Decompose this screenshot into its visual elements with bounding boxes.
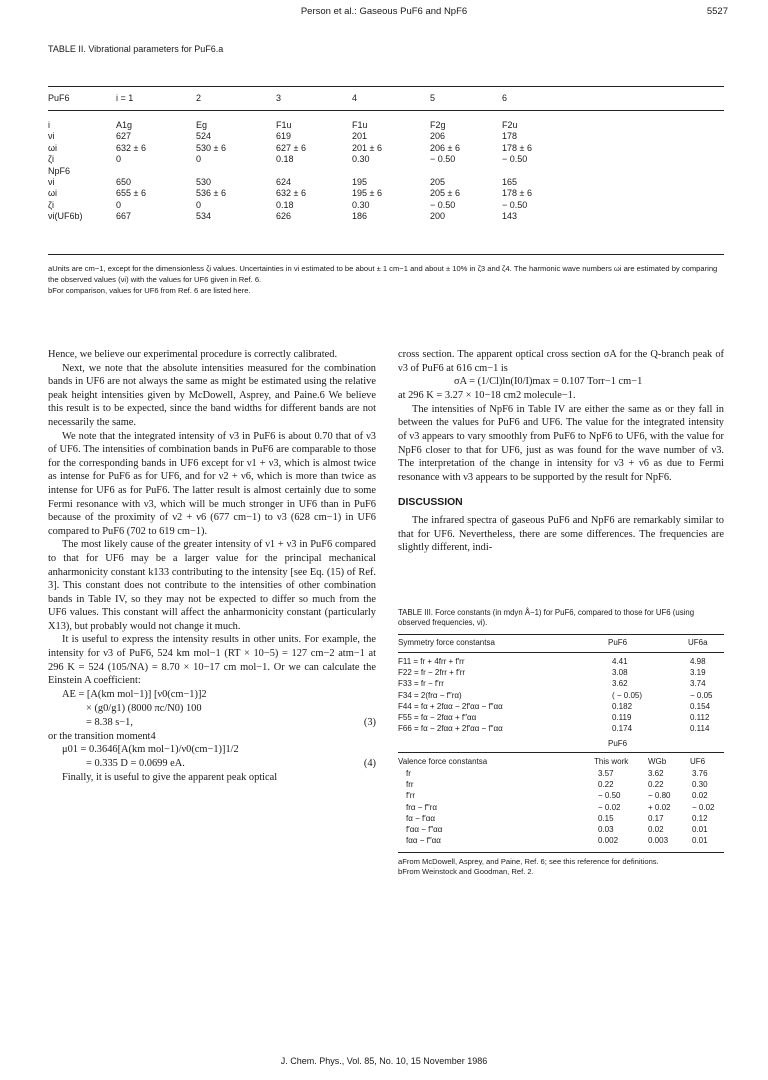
right-column [398,348,724,555]
table2-header-cell: PuF6 [48,93,70,103]
equation-text: σA = (1/Cl)ln(I0/I)max = 0.107 Torr−1 cm−1 [454,376,643,388]
table2-header-cell: 2 [196,93,202,103]
table2-cell: F2u [502,120,518,130]
paragraph: The most likely cause of the greater intensity of ν1 + ν3 in PuF6 compared to that for UF6 may be a larger value for the principal mechanical anharmonicity constant k133 contributing to the intensity [see Eq. (15) of Ref. 3]. This constant does not contribute to the intensities of other combination bands in Table IV, so they may not be expected to differ so much from the UF6 values. This constant will affect the anharmonicity constant (particularly X13), but probably would not change it much. [48,539,376,632]
table3-cell: − 0.05 [690,690,713,700]
table2-footnote-b: bFor comparison, values for UF6 from Ref. 6 are listed here. [48,286,251,296]
table3-cell: F22 = fr − 2frr + f′rr [398,668,466,678]
table3-bottom-rule [398,852,724,853]
table2-cell: νi [48,131,55,142]
table2-cell: 165 [502,176,518,187]
table3-cell: − 0.50 [598,791,621,801]
equation-einstein-a-line1 [48,688,376,702]
journal-footer: J. Chem. Phys., Vol. 85, No. 10, 15 November 1986 [280,1056,488,1066]
table3-symmetry-row [398,712,724,723]
table2-row [48,166,724,177]
table2-cell: − 0.50 [502,199,528,210]
table2-cell: F2g [430,120,446,130]
table3-cell: − 0.02 [598,802,621,812]
table3-cell: 0.182 [612,701,633,711]
table3-footnote-b: bFrom Weinstock and Goodman, Ref. 2. [398,867,534,877]
table3-pu-label: PuF6 [608,739,628,748]
table2-row [48,200,724,211]
table3-symmetry-body [398,656,724,734]
table3-cell: 0.01 [692,836,708,846]
table3-header-cell: Symmetry force constantsa [398,638,495,647]
table2-cell: NpF6 [48,165,71,176]
equation-text: μ01 = 0.3646[A(km mol−1)/ν0(cm−1)]1/2 [62,744,239,756]
table3-cell: 3.57 [598,769,614,778]
table2-header-cell: 3 [276,93,282,103]
table2-cell: 206 ± 6 [430,142,460,153]
paragraph: Finally, it is useful to give the apparent peak optical [62,772,278,784]
paragraph: We note that the integrated intensity of ν3 in PuF6 is about 0.70 that of ν3 of UF6. The intensities of combination bands in PuF6 are comparable to those for the corresponding bands in UF6 except for ν1 + ν3, which is almost twice as intense for PuF6 as for UF6, and for ν2 + ν6, which is more than twice as intense for UF6 as for PuF6. The latter result is almost certainly due to some Fermi resonance with ν3, which will be much stronger in UF6 than in PuF6 because of the proximity of ν2 + ν6 (677 cm−1) to ν3 (628 cm−1) in UF6 compared to PuF6 (702 to 619 cm−1). [48,430,376,537]
table2-cell: 178 ± 6 [502,142,532,153]
equation-text: = 8.38 s−1, [86,716,133,728]
equation-number: (4) [363,758,376,770]
paragraph: Next, we note that the absolute intensities measured for the combination bands in UF6 are not always the same as might be estimated using the relative peak height intensities given by McDowell, Asprey, and Paine.6 We believe this result is to be expected, since the band widths for different bands are not necessarily the same. [48,362,376,428]
table2-cell: 524 [196,131,212,142]
table2-cell: i [48,120,50,130]
table2-cell: 0 [116,199,122,210]
table3-cell: F55 = fα − 2fαα + f″αα [398,712,477,722]
table2-row [48,120,724,131]
table3-cell: f′rr [406,791,416,801]
table2-cell: Eg [196,120,208,130]
table2-row [48,143,724,154]
table3-cell: 0.17 [648,813,664,823]
table2-cell: 205 ± 6 [430,188,460,199]
table3-cell: 0.22 [598,780,614,790]
table3-footnotes [398,857,724,878]
table2-cell: 655 ± 6 [116,188,146,199]
table2-cell: 195 ± 6 [352,188,382,199]
table2-row [48,177,724,188]
table2-cell: 0 [196,199,202,210]
table2-row [48,131,724,142]
table2-row [48,211,724,222]
table2-cell: ζi [48,154,54,165]
table2-bottom-rule [48,254,724,255]
table3-cell: fα − f′αα [406,813,435,823]
table2-cell: 186 [352,211,368,222]
table2-header-cell: i = 1 [116,93,134,103]
table3-cell: frr [406,780,414,790]
table3-cell: 0.02 [648,824,664,834]
table2-caption: TABLE II. Vibrational parameters for PuF6.a [48,44,224,54]
equation-text: = 0.335 D = 0.0699 eA. [86,758,185,770]
table2-cell: νi [48,176,55,187]
table3-top-rule [398,634,724,635]
table3-cell: 0.119 [612,712,632,722]
table2-top-rule [48,86,724,87]
table3-cell: 0.174 [612,724,633,734]
table3-valence-row [398,779,724,790]
table3-cell: 0.154 [690,701,711,711]
table2-header-cell: 6 [502,93,508,103]
table3-symmetry-row [398,690,724,701]
table3-symmetry-row [398,656,724,667]
table3-valence-body [398,768,724,846]
table3-valence-header [398,756,724,767]
table2-cell: 627 [116,131,132,142]
table2-cell: 650 [116,176,132,187]
table2-cell: 534 [196,211,212,222]
table2-cell: 619 [276,131,292,142]
table2-cell: A1g [116,120,133,130]
equation-einstein-a-line3 [48,716,376,730]
left-column [48,348,376,785]
table2-cell: 205 [430,176,446,187]
table2-cell: νi(UF6b) [48,211,83,222]
table2-cell: − 0.50 [430,199,456,210]
table2-row [48,188,724,199]
table3-cell: − 0.02 [692,802,715,812]
running-head-title: Person et al.: Gaseous PuF6 and NpF6 [300,6,468,17]
table3-symmetry-row [398,701,724,712]
table3-header-cell: UF6 [690,757,706,766]
table2-cell: 201 [352,131,368,142]
paragraph: It is useful to express the intensity results in other units. For example, the intensity for ν3 of PuF6, 524 km mol−1 (RT × 10−5) = 127 cm−2 atm−1 at 296 K = 524 (105/NA) = 8.70 × 10−17 cm mol−1. Or we can calculate the Einstein A coefficient: [48,634,376,687]
equation-number: (3) [363,716,376,728]
table3-cell: 0.15 [598,813,614,823]
table3-mid-rule [398,752,724,753]
table3-valence-row [398,835,724,846]
table3-cell: 3.74 [690,679,706,689]
equation-einstein-a-line2 [48,702,376,716]
table3-header-cell: Valence force constantsa [398,757,488,766]
table3-symmetry-row [398,678,724,689]
table2-cell: 200 [430,211,446,222]
table2-cell: ζi [48,199,54,210]
table2-cell: ωi [48,188,58,199]
table3-cell: 3.08 [612,668,628,678]
table3-cell: 0.12 [692,813,708,823]
table2-cell: 0 [196,154,202,165]
table2-cell: 530 ± 6 [196,142,226,153]
table3-symmetry-row [398,723,724,734]
table2-cell: 624 [276,176,292,187]
table3-pu-label-row [398,738,724,749]
running-head [40,6,728,22]
table3-cell: frα − f″rα [406,802,437,812]
table3-valence-row [398,802,724,813]
table3-footnote-a: aFrom McDowell, Asprey, and Paine, Ref. 6; see this reference for definitions. [398,857,659,866]
table3-valence-row [398,768,724,779]
table2-cell: 0.18 [276,199,294,210]
table3-cell: 4.98 [690,657,706,666]
table2-cell: 0.18 [276,154,294,165]
table2-cell: 0 [116,154,122,165]
table2-cell: 536 ± 6 [196,188,226,199]
table2-cell: 143 [502,211,518,222]
equation-text: × (g0/g1) (8000 πc/N0) 100 [86,702,202,714]
table3-cell: 3.62 [648,769,664,778]
table2-cell: 178 ± 6 [502,188,532,199]
table2-footnote-a: aUnits are cm−1, except for the dimensionless ζi values. Uncertainties in νi estimated to be about ± 1 cm−1 and about ± 10% in ζ3 and ζ4. The harmonic wave numbers ωi are estimated by comparing the observed values (νi) with the values for UF6 given in Ref. 6. [48,264,718,285]
table3-header-cell: This work [594,757,629,766]
table3-cell: F11 = fr + 4frr + f′rr [398,657,465,666]
equation-cross-section [398,375,724,389]
table2-cell: 626 [276,211,292,222]
table3-valence-row [398,790,724,801]
table3-valence-row [398,813,724,824]
table2-cell: F1u [276,120,292,130]
table3-cell: 0.112 [690,712,710,722]
table2-cell: 0.30 [352,199,370,210]
table3-cell: 0.114 [690,724,710,734]
table2-cell: 632 ± 6 [276,188,306,199]
table3-cell: 0.30 [692,780,708,790]
table2-cell: 0.30 [352,154,370,165]
table3-cell: 0.002 [598,836,619,846]
table2-cell: − 0.50 [502,154,528,165]
table3-caption: TABLE III. Force constants (in mdyn Å−1) for PuF6, compared to those for UF6 (using observed frequencies, νi). [398,608,695,627]
section-heading-discussion: DISCUSSION [398,497,463,509]
table3-header-cell: PuF6 [608,638,628,647]
table2-cell: 178 [502,131,518,142]
table2-cell: ωi [48,142,58,153]
table3-header-rule [398,652,724,653]
paragraph: The intensities of NpF6 in Table IV are either the same as or they fall in between the values for PuF6 and UF6. The value for the integrated intensity of ν3 appears to vary smoothly from PuF6 to NpF6 to UF6, with the value for NpF6 closer to that for UF6, just as was found for the wave number of ν3. The interpretation of the change in intensity for ν3 + ν6 as due to Fermi resonance with ν3 appears to be supported by the result for NpF6. [398,403,724,483]
table3-cell: F34 = 2(frα − f″rα) [398,690,462,700]
table3-cell: + 0.02 [648,802,671,812]
table3-cell: 3.62 [612,679,628,689]
equation-text: AE = [A(km mol−1)] [ν0(cm−1)]2 [62,688,207,700]
table3-cell: − 0.80 [648,791,671,801]
table3-cell: F44 = fα + 2fαα − 2f′αα − f″αα [398,701,503,711]
table2-cell: 206 [430,131,446,142]
table2-cell: 627 ± 6 [276,142,306,153]
table3-cell: 3.76 [692,769,708,778]
paragraph: or the transition moment4 [48,730,156,742]
table2-cell: 632 ± 6 [116,142,146,153]
equation-transition-moment-line2 [48,757,376,771]
table3-cell: ( − 0.05) [612,690,643,700]
table2-body [48,120,724,223]
table3-cell: 4.41 [612,657,628,666]
table3-cell: F66 = fα − 2fαα + 2f′αα − f″αα [398,724,503,734]
table3-cell: f′αα − f″αα [406,824,443,834]
table2-cell: F1u [352,120,368,130]
table2-header-cell: 4 [352,93,358,103]
table3-valence-row [398,824,724,835]
table2-cell: 195 [352,176,368,187]
table2-cell: 667 [116,211,132,222]
paragraph: The infrared spectra of gaseous PuF6 and NpF6 are remarkably similar to that for UF6. Nevertheless, there are some differences. The frequencies are slightly different, indi- [398,514,724,554]
page-number: 5527 [706,6,728,17]
table3-cell: 3.19 [690,668,706,678]
paragraph: Hence, we believe our experimental procedure is correctly calibrated. [48,349,338,360]
table3-header-cell: WGb [648,757,667,766]
table3-symmetry-header [398,637,724,648]
table2-row [48,154,724,165]
paragraph: at 296 K = 3.27 × 10−18 cm2 molecule−1. [398,390,576,402]
table3-cell: 0.003 [648,836,669,846]
table2-footnotes [48,263,724,297]
table2-cell: − 0.50 [430,154,456,165]
table3-header-cell: UF6a [688,638,708,647]
table3-cell: 0.01 [692,824,708,834]
table3-symmetry-row [398,667,724,678]
table3-cell: fαα − f″αα [406,836,441,846]
table3-cell: F33 = fr − f′rr [398,679,444,689]
table3-cell: 0.03 [598,824,614,834]
paragraph: cross section. The apparent optical cross section σA for the Q-branch peak of ν3 of PuF6 at 616 cm−1 is [398,349,724,374]
table2-cell: 530 [196,176,212,187]
table3-cell: fr [406,769,411,778]
table3-cell: 0.02 [692,791,708,801]
table2-cell: 201 ± 6 [352,142,382,153]
table3-cell: 0.22 [648,780,664,790]
equation-transition-moment-line1 [48,743,376,757]
table2-header-rule [48,110,724,111]
table2-header-cell: 5 [430,93,436,103]
